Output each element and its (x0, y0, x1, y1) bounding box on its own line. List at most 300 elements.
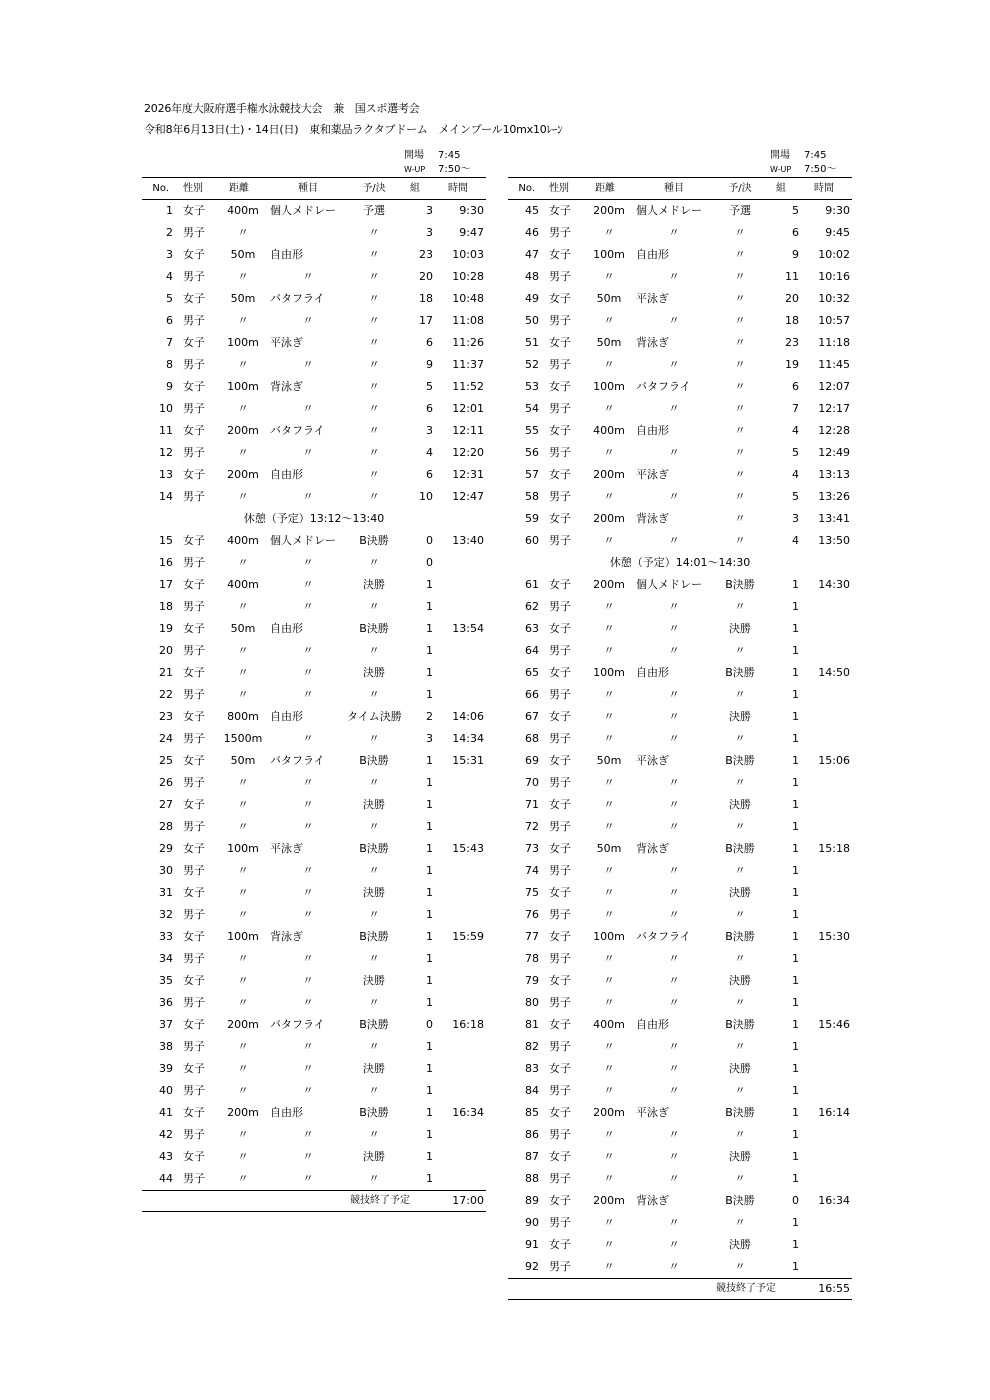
sex: 男子 (549, 1172, 571, 1185)
event-name: 個人メドレー (636, 578, 702, 591)
table-header (142, 179, 486, 199)
start-time: 13:54 (452, 622, 484, 635)
round: 〃 (368, 248, 380, 261)
event-name: 〃 (668, 886, 680, 899)
event-no: 35 (159, 974, 173, 987)
round: 〃 (734, 270, 746, 283)
event-no: 5 (166, 292, 173, 305)
table-row (508, 1146, 852, 1168)
table-row (508, 1080, 852, 1102)
distance: 〃 (603, 952, 615, 965)
header-rule (508, 177, 852, 178)
heats: 1 (792, 930, 799, 943)
event-name: 背泳ぎ (636, 842, 669, 855)
event-no: 52 (525, 358, 539, 371)
event-name: 〃 (668, 1238, 680, 1251)
start-time: 10:28 (452, 270, 484, 283)
start-time: 13:40 (452, 534, 484, 547)
heats: 5 (792, 446, 799, 459)
round: B決勝 (725, 578, 755, 591)
sex: 女子 (549, 248, 571, 261)
table-row (508, 222, 852, 244)
event-no: 32 (159, 908, 173, 921)
event-no: 17 (159, 578, 173, 591)
col-time: 時間 (448, 183, 468, 194)
heats: 1 (426, 1084, 433, 1097)
distance: 〃 (603, 600, 615, 613)
start-time: 11:18 (818, 336, 850, 349)
heats: 1 (426, 952, 433, 965)
event-no: 59 (525, 512, 539, 525)
round: 〃 (368, 996, 380, 1009)
table-row (142, 816, 486, 838)
event-no: 66 (525, 688, 539, 701)
sex: 男子 (183, 908, 205, 921)
heats: 0 (426, 534, 433, 547)
heats: 6 (426, 402, 433, 415)
event-no: 81 (525, 1018, 539, 1031)
sex: 女子 (549, 1106, 571, 1119)
round: 〃 (368, 1084, 380, 1097)
start-time: 15:06 (818, 754, 850, 767)
sex: 男子 (183, 732, 205, 745)
event-no: 8 (166, 358, 173, 371)
distance: 200m (227, 1106, 259, 1119)
heats: 1 (426, 1150, 433, 1163)
round: 〃 (368, 402, 380, 415)
event-no: 79 (525, 974, 539, 987)
heats: 1 (426, 996, 433, 1009)
table-header (508, 179, 852, 199)
event-no: 19 (159, 622, 173, 635)
distance: 〃 (603, 622, 615, 635)
distance: 50m (230, 622, 256, 635)
table-row (508, 816, 852, 838)
sex: 女子 (549, 798, 571, 811)
table-row (142, 376, 486, 398)
event-name: 〃 (668, 226, 680, 239)
distance: 50m (230, 292, 256, 305)
sex: 女子 (183, 292, 205, 305)
distance: 〃 (603, 908, 615, 921)
event-no: 86 (525, 1128, 539, 1141)
round: 〃 (368, 864, 380, 877)
sex: 男子 (549, 820, 571, 833)
start-time: 16:34 (818, 1194, 850, 1207)
sex: 女子 (549, 380, 571, 393)
distance: 〃 (237, 996, 249, 1009)
distance: 〃 (237, 1172, 249, 1185)
round: 〃 (368, 292, 380, 305)
event-no: 29 (159, 842, 173, 855)
sex: 男子 (183, 644, 205, 657)
table-row (508, 904, 852, 926)
heats: 4 (792, 468, 799, 481)
event-no: 28 (159, 820, 173, 833)
round: 〃 (734, 908, 746, 921)
distance: 100m (227, 842, 259, 855)
table-row (508, 354, 852, 376)
sex: 女子 (183, 424, 205, 437)
round: 〃 (368, 380, 380, 393)
heats: 1 (426, 864, 433, 877)
table-row (508, 398, 852, 420)
event-no: 54 (525, 402, 539, 415)
start-time: 12:07 (818, 380, 850, 393)
event-name: 〃 (668, 490, 680, 503)
event-name: 〃 (302, 886, 314, 899)
heats: 1 (426, 754, 433, 767)
sex: 男子 (183, 952, 205, 965)
event-no: 46 (525, 226, 539, 239)
event-no: 36 (159, 996, 173, 1009)
sex: 女子 (183, 578, 205, 591)
distance: 50m (596, 842, 622, 855)
round: 〃 (734, 490, 746, 503)
distance: 〃 (603, 226, 615, 239)
distance: 50m (596, 754, 622, 767)
distance: 200m (593, 578, 625, 591)
event-no: 24 (159, 732, 173, 745)
round: 〃 (368, 314, 380, 327)
round: 〃 (368, 908, 380, 921)
event-name: 〃 (302, 1084, 314, 1097)
event-no: 88 (525, 1172, 539, 1185)
table-row (508, 992, 852, 1014)
heats: 18 (419, 292, 433, 305)
heats: 1 (792, 1238, 799, 1251)
event-no: 50 (525, 314, 539, 327)
sex: 女子 (549, 886, 571, 899)
event-no: 41 (159, 1106, 173, 1119)
wup-label: W-UP (404, 165, 426, 174)
distance: 50m (596, 292, 622, 305)
round: 〃 (734, 600, 746, 613)
distance: 〃 (603, 358, 615, 371)
sex: 女子 (183, 1150, 205, 1163)
heats: 1 (426, 842, 433, 855)
round: 〃 (734, 1128, 746, 1141)
distance: 400m (593, 424, 625, 437)
event-name: 〃 (302, 798, 314, 811)
event-no: 57 (525, 468, 539, 481)
heats: 1 (792, 1150, 799, 1163)
distance: 〃 (237, 1128, 249, 1141)
table-row (508, 926, 852, 948)
table-row (142, 618, 486, 640)
table-row (142, 640, 486, 662)
sex: 男子 (183, 996, 205, 1009)
round: 〃 (734, 776, 746, 789)
event-name: 〃 (302, 996, 314, 1009)
event-no: 77 (525, 930, 539, 943)
event-no: 83 (525, 1062, 539, 1075)
event-no: 3 (166, 248, 173, 261)
event-no: 60 (525, 534, 539, 547)
distance: 〃 (603, 1084, 615, 1097)
sex: 女子 (183, 974, 205, 987)
heats: 1 (792, 1128, 799, 1141)
table-row (508, 1124, 852, 1146)
heats: 9 (426, 358, 433, 371)
event-name: 〃 (668, 270, 680, 283)
table-row (142, 530, 486, 552)
sex: 女子 (549, 1062, 571, 1075)
round: B決勝 (725, 842, 755, 855)
sex: 男子 (549, 1128, 571, 1141)
round: 〃 (368, 600, 380, 613)
distance: 〃 (237, 864, 249, 877)
heats: 1 (426, 688, 433, 701)
round: 〃 (734, 1172, 746, 1185)
event-name: 〃 (302, 402, 314, 415)
sex: 男子 (549, 864, 571, 877)
event-no: 56 (525, 446, 539, 459)
event-name: 〃 (668, 688, 680, 701)
distance: 〃 (237, 666, 249, 679)
heats: 5 (426, 380, 433, 393)
col-time: 時間 (814, 183, 834, 194)
event-no: 75 (525, 886, 539, 899)
event-name: 背泳ぎ (270, 380, 303, 393)
table-row (142, 838, 486, 860)
start-time: 12:17 (818, 402, 850, 415)
heats: 9 (792, 248, 799, 261)
event-name: 〃 (302, 666, 314, 679)
event-name: 〃 (668, 644, 680, 657)
table-row (508, 1256, 852, 1278)
distance: 〃 (237, 600, 249, 613)
heats: 1 (792, 710, 799, 723)
round: 〃 (734, 688, 746, 701)
start-time: 11:08 (452, 314, 484, 327)
sex: 女子 (549, 578, 571, 591)
event-no: 87 (525, 1150, 539, 1163)
break-label: 休憩（予定）14:01～14:30 (609, 556, 751, 569)
start-time: 15:59 (452, 930, 484, 943)
event-name: 〃 (668, 1216, 680, 1229)
round: 〃 (368, 820, 380, 833)
distance: 400m (227, 578, 259, 591)
table-row (142, 706, 486, 728)
sex: 女子 (183, 534, 205, 547)
start-time: 12:01 (452, 402, 484, 415)
sex: 女子 (549, 754, 571, 767)
sex: 男子 (183, 776, 205, 789)
table-row (508, 464, 852, 486)
distance: 1500m (223, 732, 263, 745)
table-row (508, 1168, 852, 1190)
event-name: 〃 (302, 908, 314, 921)
heats: 7 (792, 402, 799, 415)
open-time: 7:45 (438, 150, 461, 161)
start-time: 12:31 (452, 468, 484, 481)
round: 〃 (734, 358, 746, 371)
event-name: 〃 (668, 996, 680, 1009)
table-row (508, 1190, 852, 1212)
table-row (508, 882, 852, 904)
round: 〃 (368, 556, 380, 569)
open-label: 開場 (404, 150, 424, 161)
distance: 〃 (603, 820, 615, 833)
sex: 女子 (183, 1018, 205, 1031)
sex: 男子 (549, 688, 571, 701)
event-name: 〃 (302, 490, 314, 503)
table-row (508, 288, 852, 310)
round: 決勝 (729, 622, 751, 635)
event-name: 〃 (668, 1062, 680, 1075)
sex: 男子 (549, 1216, 571, 1229)
table-row (142, 1102, 486, 1124)
heats: 1 (792, 754, 799, 767)
table-row (142, 860, 486, 882)
table-row (142, 596, 486, 618)
event-no: 80 (525, 996, 539, 1009)
sex: 女子 (183, 1106, 205, 1119)
event-name: 〃 (668, 820, 680, 833)
event-name: 〃 (668, 798, 680, 811)
round: 〃 (734, 446, 746, 459)
event-name: 〃 (302, 776, 314, 789)
event-name: 〃 (302, 1128, 314, 1141)
sex: 男子 (183, 556, 205, 569)
heats: 1 (792, 644, 799, 657)
distance: 〃 (237, 820, 249, 833)
distance: 〃 (603, 1238, 615, 1251)
event-no: 70 (525, 776, 539, 789)
start-time: 10:32 (818, 292, 850, 305)
round: B決勝 (359, 534, 389, 547)
start-time: 10:48 (452, 292, 484, 305)
heats: 1 (792, 952, 799, 965)
event-name: 〃 (668, 600, 680, 613)
table-row (142, 750, 486, 772)
event-name: 〃 (668, 446, 680, 459)
event-no: 90 (525, 1216, 539, 1229)
event-name: バタフライ (270, 424, 325, 437)
distance: 〃 (237, 798, 249, 811)
break-row (142, 508, 486, 530)
sex: 女子 (549, 1238, 571, 1251)
event-name: 平泳ぎ (270, 336, 303, 349)
event-no: 2 (166, 226, 173, 239)
round: 決勝 (729, 1238, 751, 1251)
table-row (508, 310, 852, 332)
distance: 200m (593, 512, 625, 525)
round: 決勝 (363, 798, 385, 811)
sex: 男子 (183, 820, 205, 833)
sex: 男子 (549, 534, 571, 547)
event-name: 〃 (668, 534, 680, 547)
round: 〃 (734, 732, 746, 745)
round: 決勝 (363, 1150, 385, 1163)
event-name: 自由形 (270, 1106, 303, 1119)
distance: 100m (593, 380, 625, 393)
event-no: 62 (525, 600, 539, 613)
sex: 女子 (549, 930, 571, 943)
table-row (508, 1212, 852, 1234)
table-row (508, 486, 852, 508)
event-name: 〃 (302, 688, 314, 701)
heats: 3 (426, 424, 433, 437)
event-no: 20 (159, 644, 173, 657)
event-no: 33 (159, 930, 173, 943)
sex: 女子 (183, 754, 205, 767)
distance: 〃 (603, 490, 615, 503)
sex: 男子 (183, 688, 205, 701)
table-row (508, 1102, 852, 1124)
heats: 20 (419, 270, 433, 283)
start-time: 11:37 (452, 358, 484, 371)
event-name: バタフライ (270, 292, 325, 305)
col-event: 種目 (664, 183, 684, 194)
sex: 女子 (549, 292, 571, 305)
round: 〃 (734, 534, 746, 547)
heats: 6 (792, 226, 799, 239)
event-no: 44 (159, 1172, 173, 1185)
event-no: 11 (159, 424, 173, 437)
event-no: 15 (159, 534, 173, 547)
event-no: 63 (525, 622, 539, 635)
wup-label: W-UP (770, 165, 792, 174)
distance: 〃 (603, 1128, 615, 1141)
sex: 女子 (183, 930, 205, 943)
event-no: 82 (525, 1040, 539, 1053)
round: B決勝 (725, 666, 755, 679)
event-name: 〃 (302, 1172, 314, 1185)
wup-time: 7:50～ (438, 164, 471, 175)
table-row (142, 1036, 486, 1058)
event-name: 〃 (302, 556, 314, 569)
heats: 3 (426, 732, 433, 745)
distance: 200m (593, 1106, 625, 1119)
opening-info (770, 149, 836, 177)
sex: 女子 (183, 336, 205, 349)
heats: 1 (426, 776, 433, 789)
distance: 〃 (237, 908, 249, 921)
table-row (142, 728, 486, 750)
round: 〃 (734, 512, 746, 525)
header-rule (142, 177, 486, 178)
sex: 女子 (549, 622, 571, 635)
event-no: 22 (159, 688, 173, 701)
sex: 男子 (183, 490, 205, 503)
sex: 女子 (549, 666, 571, 679)
heats: 19 (785, 358, 799, 371)
round: 〃 (368, 424, 380, 437)
table-row (508, 420, 852, 442)
start-time: 10:02 (818, 248, 850, 261)
sex: 女子 (549, 204, 571, 217)
event-name: 平泳ぎ (270, 842, 303, 855)
sex: 男子 (183, 402, 205, 415)
event-no: 42 (159, 1128, 173, 1141)
distance: 〃 (603, 996, 615, 1009)
heats: 1 (426, 930, 433, 943)
start-time: 12:49 (818, 446, 850, 459)
heats: 1 (792, 622, 799, 635)
event-name: 〃 (668, 1128, 680, 1141)
sex: 男子 (549, 776, 571, 789)
start-time: 15:46 (818, 1018, 850, 1031)
sex: 女子 (183, 842, 205, 855)
round: B決勝 (359, 622, 389, 635)
event-no: 9 (166, 380, 173, 393)
distance: 200m (227, 424, 259, 437)
end-time: 17:00 (452, 1194, 484, 1207)
event-no: 51 (525, 336, 539, 349)
event-name: 〃 (668, 776, 680, 789)
